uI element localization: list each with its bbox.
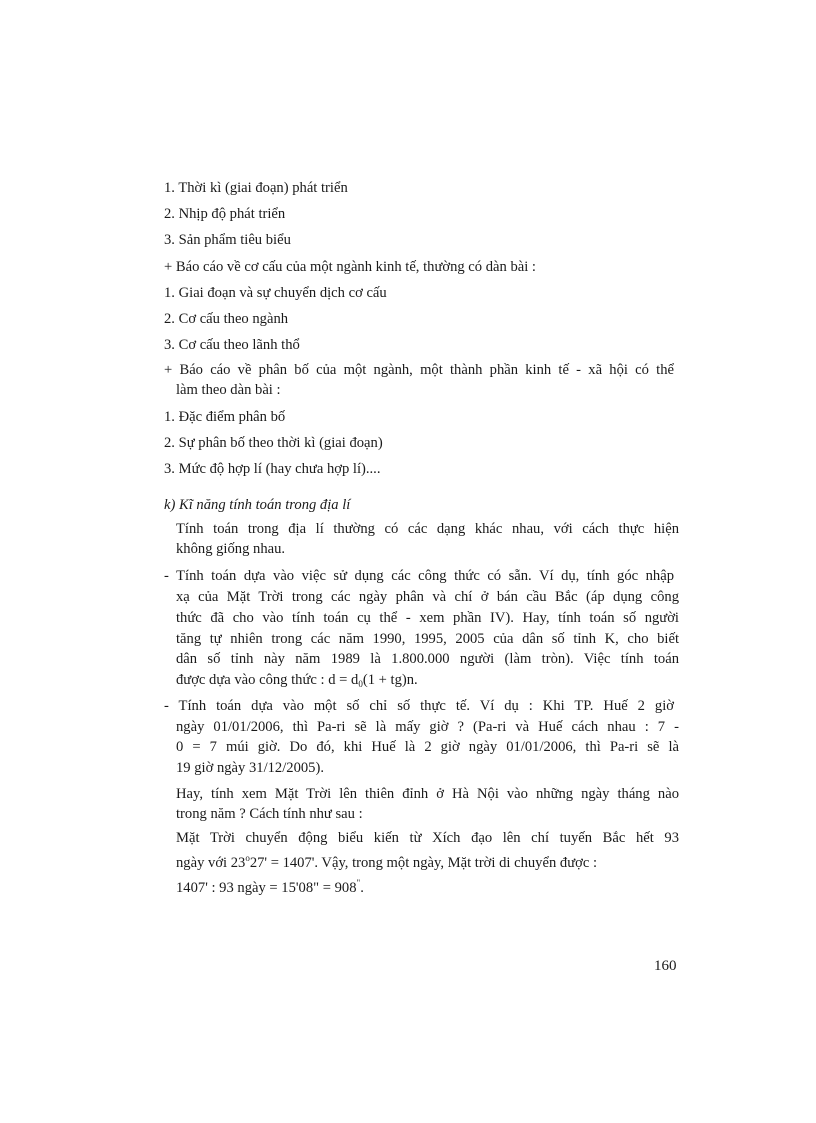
paragraph-line: Tính toán trong địa lí thường có các dạng khác nhau, với cách thực hiện [176, 521, 679, 537]
seconds-mark: " [356, 878, 361, 888]
section-heading: k) Kĩ năng tính toán trong địa lí [164, 497, 351, 513]
paragraph-line: Hay, tính xem Mặt Trời lên thiên đỉnh ở Hà Nội vào những ngày tháng nào [176, 786, 679, 802]
paragraph-line [176, 671, 418, 689]
paragraph-line: ngày với $23^o27' = 1407'$. Vậy, trong một ngày, Mặt trời di chuyển được : [176, 853, 597, 871]
paragraph-line: tăng tự nhiên trong các năm 1990, 1995, 2005 của dân số tỉnh K, cho biết [176, 631, 679, 647]
paragraph-line: làm theo dàn bài : [176, 382, 281, 398]
list-item: 3. Sản phẩm tiêu biểu [164, 232, 291, 248]
paragraph-line: Mặt Trời chuyển động biểu kiến từ Xích đạo lên chí tuyến Bắc hết 93 [176, 830, 679, 846]
paragraph-line: thức đã cho vào tính toán cụ thể - xem phần IV). Hay, tính toán số người [176, 610, 679, 626]
paragraph-line: xạ của Mặt Trời trong các ngày phân và chí ở bán cầu Bắc (áp dụng công [176, 589, 679, 605]
paragraph-line: 19 giờ ngày 31/12/2005). [176, 760, 324, 776]
paragraph-line: trong năm ? Cách tính như sau : [176, 806, 363, 822]
formula: $d = d_0(1 + tg)n$. [328, 672, 418, 689]
paragraph-line: ngày 01/01/2006, thì Pa-ri sẽ là mấy giờ ? (Pa-ri và Huế cách nhau : 7 - [176, 719, 679, 735]
paragraph-line: 1407' : 93 ngày = 15'08" = 908". [176, 878, 364, 896]
list-item: 3. Cơ cấu theo lãnh thổ [164, 337, 300, 353]
list-item: 3. Mức độ hợp lí (hay chưa hợp lí).... [164, 461, 381, 477]
paragraph-line: - Tính toán dựa vào việc sử dụng các công thức có sẵn. Ví dụ, tính góc nhập [164, 568, 674, 584]
list-item: 1. Đặc điểm phân bố [164, 409, 286, 425]
paragraph-line: + Báo cáo về cơ cấu của một ngành kinh tế, thường có dàn bài : [164, 259, 536, 275]
paragraph-line: 0 = 7 múi giờ. Do đó, khi Huế là 2 giờ ngày 01/01/2006, thì Pa-ri sẽ là [176, 739, 679, 755]
paragraph-line: dân số tỉnh này năm 1989 là 1.800.000 người (làm tròn). Việc tính toán [176, 651, 679, 667]
list-item: 1. Giai đoạn và sự chuyển dịch cơ cấu [164, 285, 387, 301]
list-item: 1. Thời kì (giai đoạn) phát triển [164, 180, 348, 196]
formula-label: được dựa vào công thức : [176, 672, 325, 688]
list-item: 2. Nhịp độ phát triển [164, 206, 286, 222]
paragraph-line: không giống nhau. [176, 541, 286, 557]
page-number: 160 [654, 958, 677, 974]
list-item: 2. Sự phân bố theo thời kì (giai đoạn) [164, 435, 383, 451]
degree-mark: o [245, 853, 250, 863]
paragraph-line: - Tính toán dựa vào một số chỉ số thực tế. Ví dụ : Khi TP. Huế 2 giờ [164, 698, 674, 714]
paragraph-line: + Báo cáo về phân bố của một ngành, một thành phần kinh tế - xã hội có thể [164, 362, 674, 378]
list-item: 2. Cơ cấu theo ngành [164, 311, 289, 327]
